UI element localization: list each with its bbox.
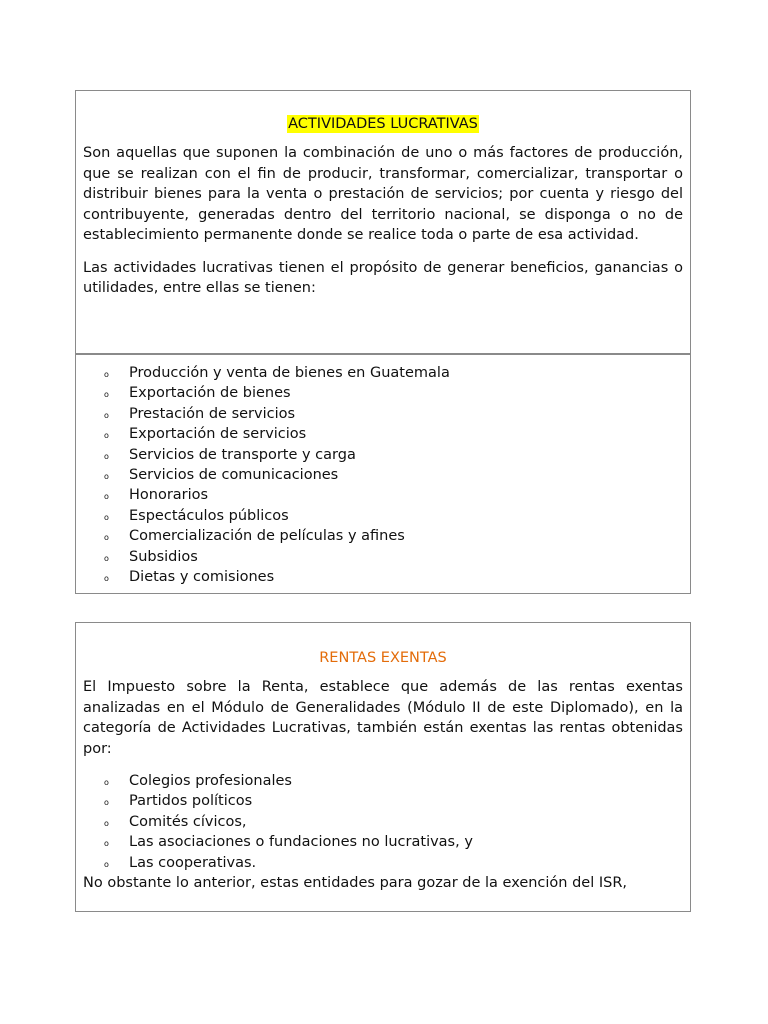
bullet-icon: o <box>104 778 109 787</box>
bullet-icon: o <box>104 492 109 502</box>
list-item <box>104 445 683 465</box>
list-item-text: Partidos políticos <box>129 793 253 810</box>
activities-list <box>83 363 683 587</box>
list-item <box>104 547 683 567</box>
bullet-icon: o <box>104 472 109 482</box>
list-item <box>104 363 683 383</box>
list-item <box>104 383 683 403</box>
bullet-icon: o <box>104 451 109 461</box>
rentas-exentas-box <box>75 622 691 912</box>
bullet-icon: o <box>104 553 109 563</box>
list-item-text: Prestación de servicios <box>129 405 296 422</box>
list-item <box>104 485 683 505</box>
list-item <box>104 812 683 832</box>
list-item <box>104 465 683 485</box>
bullet-icon: o <box>104 512 109 522</box>
exemption-paragraph: El Impuesto sobre la Renta, establece que además de las rentas exentas analizadas en el Módulo de Generalidades (Módulo II de este Diplomado), en la categoría de Actividades Lucrativas, también están exentas las rentas obtenidas por: <box>83 679 683 757</box>
list-item-text: Servicios de transporte y carga <box>129 446 356 463</box>
activities-list-box <box>75 354 691 594</box>
list-item <box>104 404 683 424</box>
list-item-text: Exportación de bienes <box>129 385 291 402</box>
bullet-icon: o <box>104 818 109 828</box>
bullet-icon: o <box>104 431 109 441</box>
bullet-icon: o <box>104 390 109 400</box>
list-item <box>104 506 683 526</box>
list-item-text: Las cooperativas. <box>129 854 257 871</box>
actividades-lucrativas-box <box>75 90 691 354</box>
list-item-text: Producción y venta de bienes en Guatemala <box>129 365 450 381</box>
section-title <box>83 647 683 669</box>
exempt-entities-list <box>83 771 683 873</box>
definition-paragraph: Son aquellas que suponen la combinación de uno o más factores de producción, que se realizan con el fin de producir, transformar, comercializar, transportar o distribuir bienes para la venta o prestación de servicios; por cuenta y riesgo del contribuyente, generadas dentro del territorio nacional, se disponga o no de establecimiento permanente donde se realice toda o parte de esa actividad. <box>83 145 683 243</box>
bullet-icon: o <box>104 859 109 869</box>
purpose-paragraph: Las actividades lucrativas tienen el propósito de generar beneficios, ganancias o utilidades, entre ellas se tienen: <box>83 259 683 296</box>
bullet-icon: o <box>104 533 109 543</box>
bullet-icon: o <box>104 410 109 420</box>
list-item <box>104 771 683 791</box>
list-item-text: Subsidios <box>129 548 198 565</box>
rentas-exentas-title: RENTAS EXENTAS <box>319 650 447 666</box>
actividades-lucrativas-title: ACTIVIDADES LUCRATIVAS <box>288 116 478 132</box>
list-item <box>104 567 683 587</box>
list-item <box>104 832 683 852</box>
list-item-text: Servicios de comunicaciones <box>129 467 339 484</box>
bullet-icon: o <box>104 370 109 379</box>
list-item-text: Dietas y comisiones <box>129 569 275 586</box>
bullet-icon: o <box>104 798 109 808</box>
list-item-text: Honorarios <box>129 487 209 504</box>
list-item <box>104 853 683 873</box>
list-item-text: Las asociaciones o fundaciones no lucrativas, y <box>129 834 473 851</box>
list-item-text: Comercialización de películas y afines <box>129 528 405 545</box>
section-title <box>83 113 683 135</box>
closing-text: No obstante lo anterior, estas entidades para gozar de la exención del ISR, <box>83 875 628 892</box>
list-item <box>104 791 683 811</box>
bullet-icon: o <box>104 839 109 849</box>
list-item-text: Comités cívicos, <box>129 813 247 830</box>
list-item-text: Exportación de servicios <box>129 426 307 443</box>
list-item-text: Colegios profesionales <box>129 773 292 789</box>
bullet-icon: o <box>104 574 109 584</box>
list-item <box>104 526 683 546</box>
list-item-text: Espectáculos públicos <box>129 507 289 524</box>
list-item <box>104 424 683 444</box>
